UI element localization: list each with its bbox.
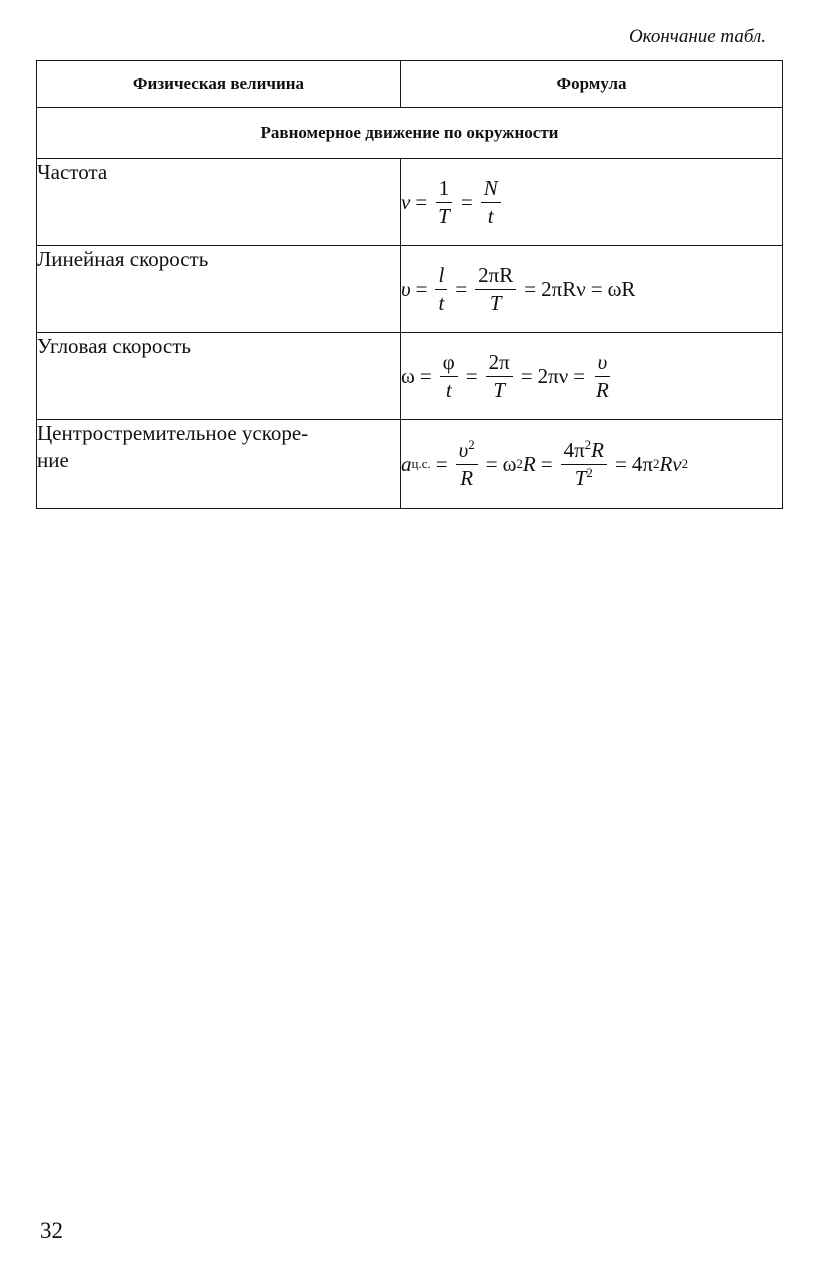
formula-linear-speed: υ = $\frac{l}{t}$ = $\frac{2\pi R}{T}$ = 2πRν = ωR — [401, 246, 783, 333]
formula-centripetal-acceleration: a ц.с. = $\frac{\upsilon^2}{R}$ = ω 2 R = $\frac{4\pi^2R}{T^2}$ = 4π 2 Rν 2 — [401, 420, 783, 509]
header-quantity: Физическая величина — [37, 61, 401, 108]
physics-formula-table — [36, 60, 783, 509]
section-title: Равномерное движение по окружности — [37, 108, 783, 159]
section-row — [37, 108, 783, 159]
header-formula: Формула — [401, 61, 783, 108]
table-row — [37, 159, 783, 246]
table-header-row — [37, 61, 783, 108]
formula-frequency: ν = $\frac{1}{T}$ = $\frac{N}{t}$ — [401, 159, 783, 246]
table-row — [37, 246, 783, 333]
quantity-name: Частота — [37, 159, 401, 246]
quantity-name: Центростремительное ускоре- ние — [37, 420, 401, 509]
page-number: 32 — [40, 1218, 63, 1243]
table-row — [37, 420, 783, 509]
quantity-name: Линейная скорость — [37, 246, 401, 333]
table-continuation-caption: Окончание табл. — [628, 26, 766, 47]
formula-angular-speed: ω = $\frac{\varphi}{t}$ = $\frac{2\pi}{T}$ = 2πν = $\frac{\upsilon}{R}$ — [401, 333, 783, 420]
table-row — [37, 333, 783, 420]
quantity-name: Угловая скорость — [37, 333, 401, 420]
